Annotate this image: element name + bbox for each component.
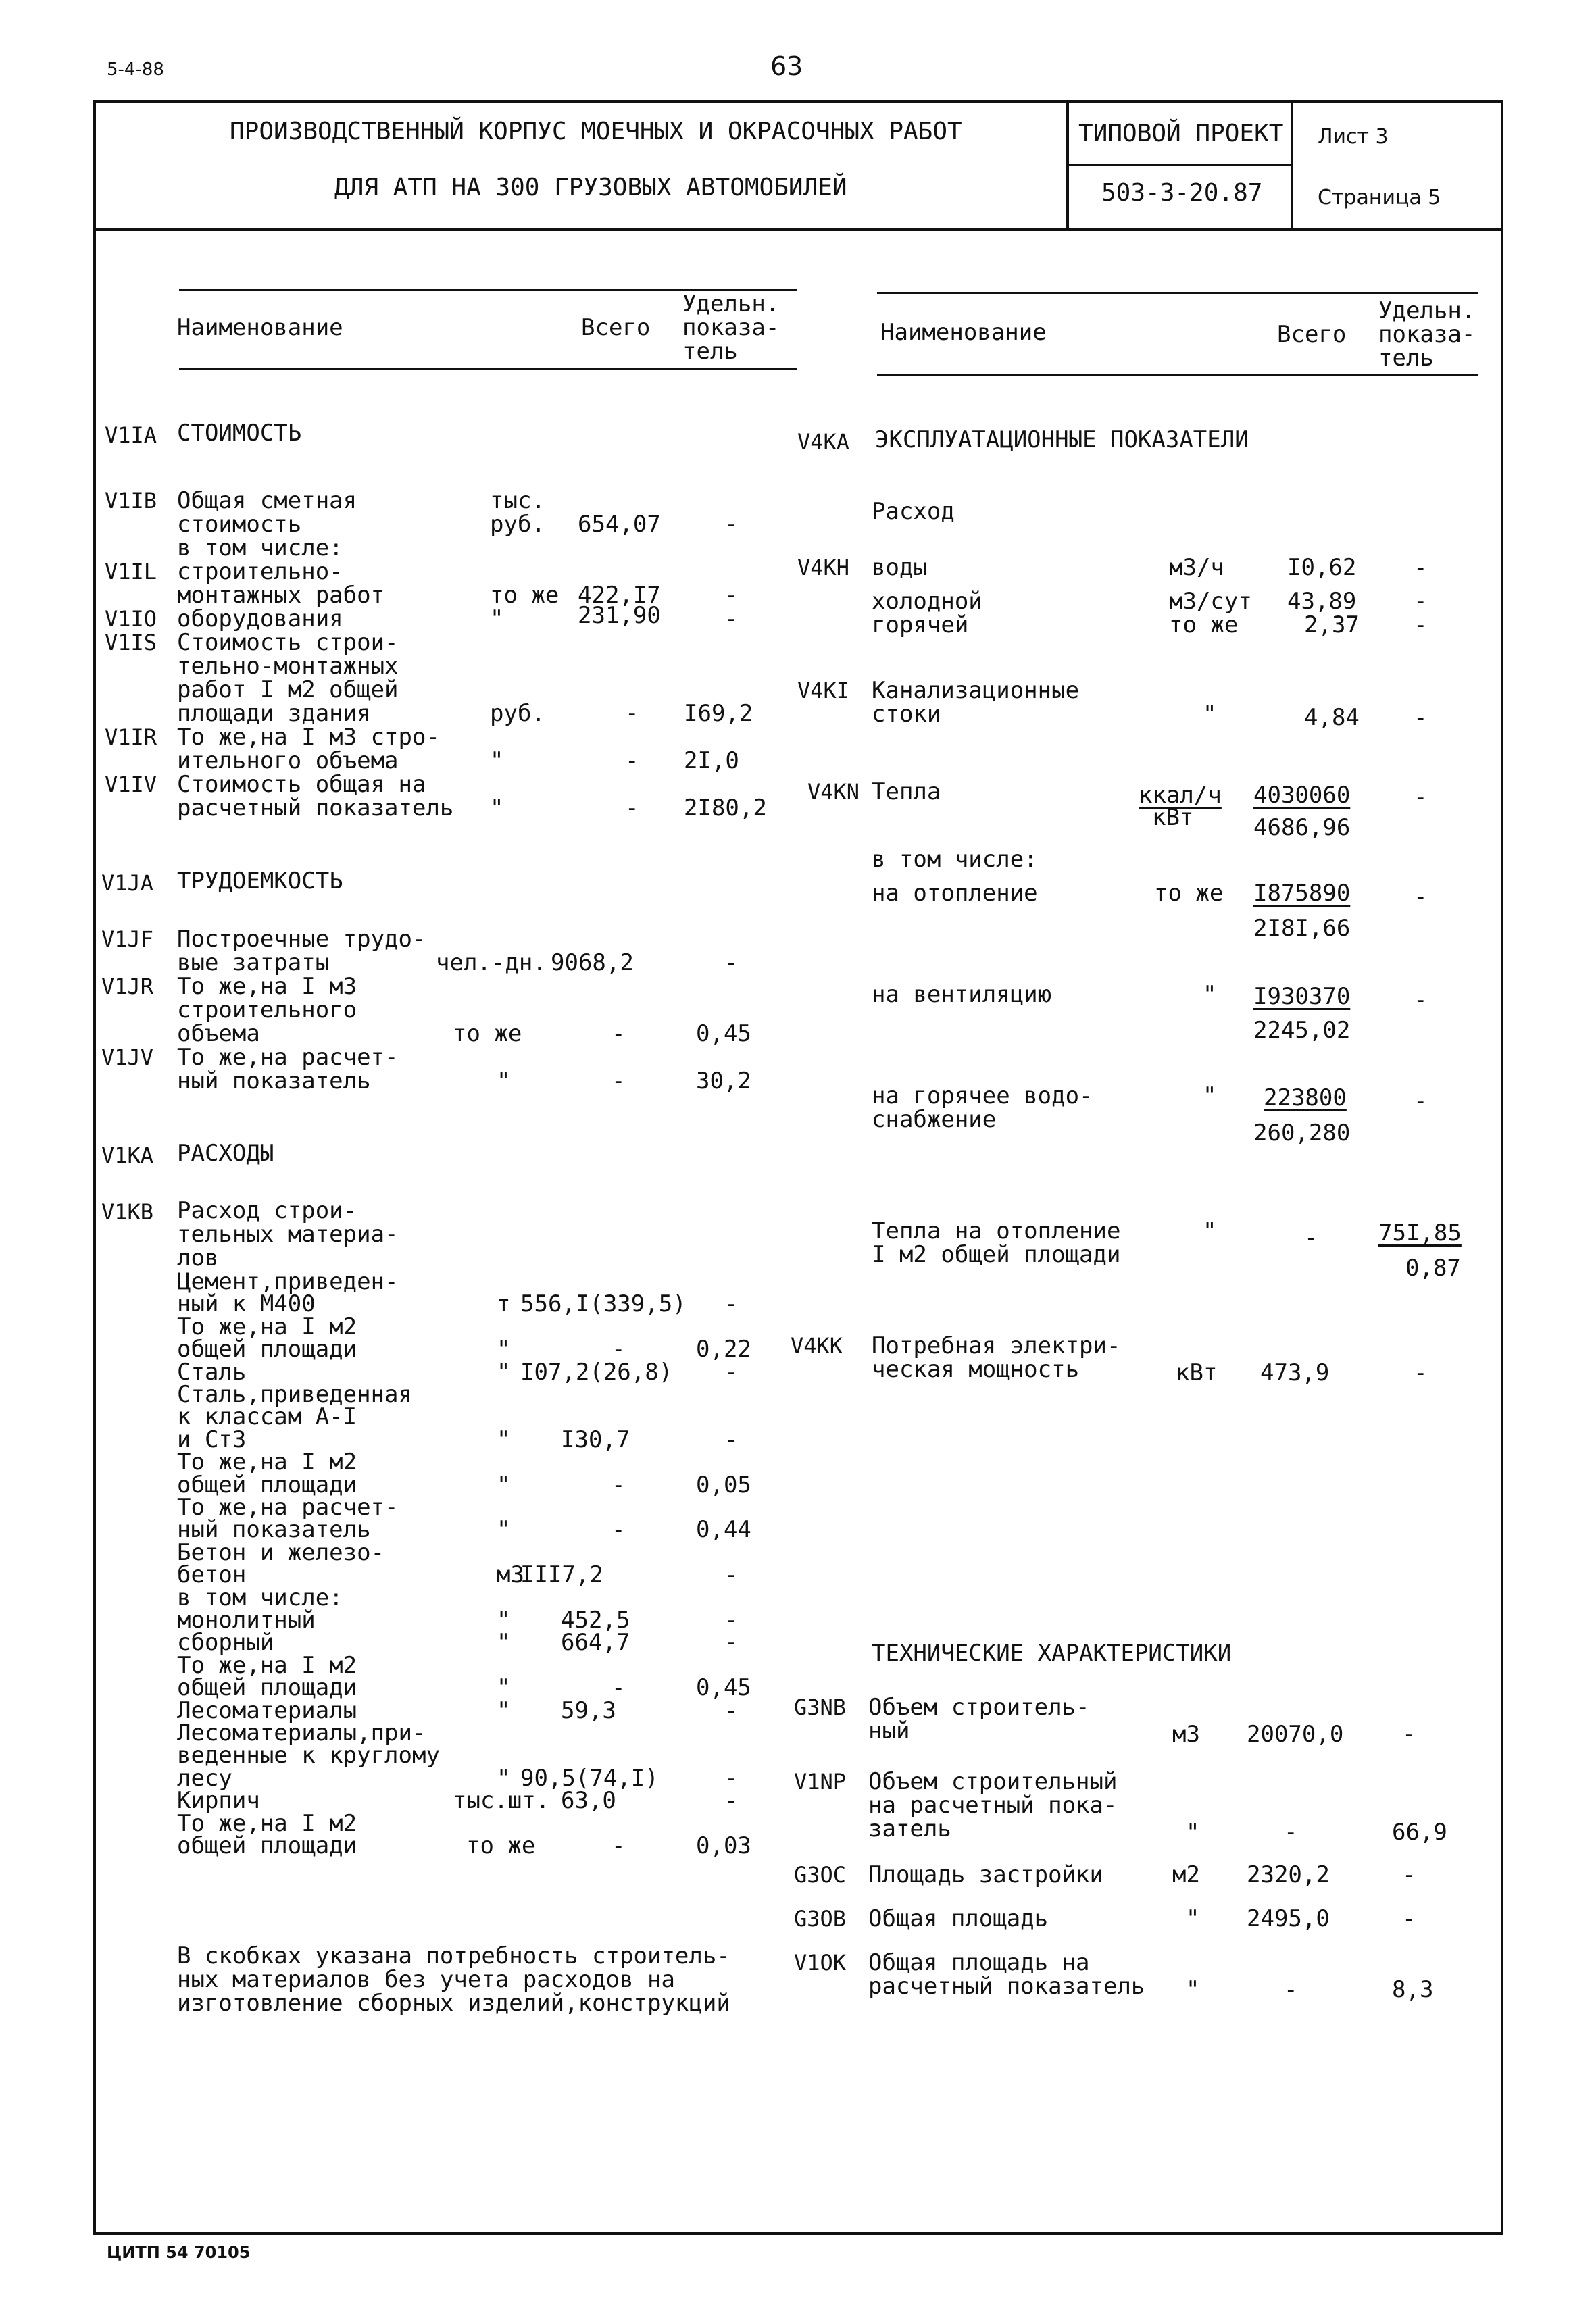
material-name: веденные к круглому xyxy=(177,1742,440,1769)
row-specific: - xyxy=(724,582,739,609)
row-name: лов xyxy=(177,1244,219,1272)
row-name: тельно-монтажных xyxy=(177,653,399,680)
material-unit: " xyxy=(497,1697,511,1724)
row-total: - xyxy=(1284,1976,1298,2003)
material-total: I07,2(26,8) xyxy=(520,1359,673,1386)
row-name: Общая сметная xyxy=(177,487,357,514)
row-unit: " xyxy=(1186,1976,1200,2003)
power-unit: кВт xyxy=(1176,1359,1218,1386)
section-code: V1IA xyxy=(105,422,157,448)
footer-stamp: ЦИТП 54 70105 xyxy=(107,2243,251,2262)
note-line: изготовление сборных изделий,конструкций xyxy=(177,1990,730,2017)
row-specific: - xyxy=(1402,1905,1416,1932)
row-name: строительного xyxy=(177,997,357,1024)
row-total: - xyxy=(625,700,639,727)
hotwater-name: снабжение xyxy=(872,1106,997,1133)
row-total: - xyxy=(612,1067,626,1095)
hot-water-name: горячей xyxy=(872,611,969,638)
material-total: 90,5(74,I) xyxy=(520,1765,659,1792)
header-title-line1: ПРОИЗВОДСТВЕННЫЙ КОРПУС МОЕЧНЫХ И ОКРАСОЧНЫХ РАБОТ xyxy=(230,118,962,145)
row-unit: то же xyxy=(490,582,559,609)
row-name: Построечные трудо- xyxy=(177,926,426,953)
material-total: 664,7 xyxy=(561,1629,630,1656)
material-specific: - xyxy=(724,1787,739,1814)
row-unit: то же xyxy=(453,1020,522,1047)
material-name: и Ст3 xyxy=(177,1426,247,1453)
row-name: То же,на I м3 стро- xyxy=(177,724,440,751)
ventilation-total-numerator: I930370 xyxy=(1253,983,1351,1010)
material-total: - xyxy=(612,1832,626,1859)
material-specific: 0,44 xyxy=(696,1516,751,1543)
material-unit: " xyxy=(497,1472,511,1499)
material-total: 452,5 xyxy=(561,1607,630,1634)
row-code: V1NP xyxy=(794,1769,847,1794)
header-divider-3 xyxy=(1066,164,1291,166)
hotwater-name: на горячее водо- xyxy=(872,1082,1093,1109)
row-total: 20070,0 xyxy=(1247,1721,1344,1748)
material-total: 556,I(339,5) xyxy=(520,1290,687,1317)
row-name: работ I м2 общей xyxy=(177,676,399,703)
material-specific: 0,22 xyxy=(696,1336,751,1363)
power-total: 473,9 xyxy=(1260,1359,1330,1386)
material-name: Сталь xyxy=(177,1359,247,1386)
including-label: в том числе: xyxy=(872,846,1038,873)
row-code: V1IV xyxy=(105,772,157,797)
material-total: 63,0 xyxy=(561,1787,616,1814)
row-name: монтажных работ xyxy=(177,582,385,609)
material-unit: " xyxy=(497,1336,511,1363)
material-name: Бетон и железо- xyxy=(177,1539,385,1566)
material-unit: " xyxy=(497,1607,511,1634)
row-name: объема xyxy=(177,1020,260,1047)
row-name: Расход строи- xyxy=(177,1197,357,1224)
row-specific: - xyxy=(724,605,739,632)
consumption-label: Расход xyxy=(872,498,955,525)
row-unit: тыс. xyxy=(490,487,545,514)
row-name: площади здания xyxy=(177,700,371,727)
ventilation-total-denominator: 2245,02 xyxy=(1253,1017,1351,1044)
material-specific: - xyxy=(724,1765,739,1792)
row-name: ный xyxy=(868,1717,910,1744)
cold-water-specific: - xyxy=(1414,588,1428,615)
right-header-rule-top xyxy=(877,292,1478,294)
heat-total-numerator: 4030060 xyxy=(1253,782,1351,809)
section-title-cost: СТОИМОСТЬ xyxy=(177,420,302,447)
section-code: V4KA xyxy=(797,429,850,455)
row-code: V1KB xyxy=(101,1199,154,1225)
row-unit: руб. xyxy=(490,700,545,727)
material-unit: " xyxy=(497,1765,511,1792)
row-unit: м3 xyxy=(1172,1721,1200,1748)
right-header-rule-bottom xyxy=(877,374,1478,376)
sewage-specific: - xyxy=(1414,704,1428,731)
material-name: общей площади xyxy=(177,1336,357,1363)
row-name: Общая площадь xyxy=(868,1905,1049,1932)
row-name: в том числе: xyxy=(177,534,343,561)
row-unit: м2 xyxy=(1172,1861,1200,1888)
row-total: - xyxy=(1284,1819,1298,1846)
row-name: тельных материа- xyxy=(177,1221,399,1248)
material-specific: - xyxy=(724,1697,739,1724)
row-specific: - xyxy=(1402,1861,1416,1888)
row-total: - xyxy=(625,747,639,774)
row-code: G3NB xyxy=(794,1694,847,1720)
material-unit: " xyxy=(497,1629,511,1656)
row-specific: 66,9 xyxy=(1392,1819,1447,1846)
row-specific: 2I,0 xyxy=(684,747,739,774)
heat-area-specific-denominator: 0,87 xyxy=(1405,1255,1461,1282)
row-total: 9068,2 xyxy=(551,949,634,976)
row-name: строительно- xyxy=(177,558,343,585)
row-name: Стоимость общая на xyxy=(177,771,426,798)
row-specific: - xyxy=(1402,1721,1416,1748)
heat-area-total: - xyxy=(1304,1224,1318,1251)
water-specific: - xyxy=(1414,554,1428,581)
row-name: То же,на I м3 xyxy=(177,973,357,1000)
ventilation-unit: " xyxy=(1203,981,1217,1008)
right-col-specific-1: Удельн. xyxy=(1378,297,1476,324)
row-name: ительного объема xyxy=(177,747,399,774)
row-name: вые затраты xyxy=(177,949,330,976)
row-code: V1JV xyxy=(101,1045,154,1070)
material-name: к классам А-I xyxy=(177,1403,357,1430)
left-col-specific-2: показа- xyxy=(682,314,780,341)
material-name: Лесоматериалы,при- xyxy=(177,1719,426,1746)
row-unit: " xyxy=(1186,1905,1200,1932)
heat-area-specific-numerator: 75I,85 xyxy=(1378,1219,1462,1247)
material-name: общей площади xyxy=(177,1832,357,1859)
material-specific: 0,45 xyxy=(696,1674,751,1701)
material-name: ный показатель xyxy=(177,1516,371,1543)
row-specific: 0,45 xyxy=(696,1020,751,1047)
material-specific: - xyxy=(724,1426,739,1453)
header-title-line2: ДЛЯ АТП НА 300 ГРУЗОВЫХ АВТОМОБИЛЕЙ xyxy=(334,174,847,201)
material-unit: тыс.шт. xyxy=(453,1787,550,1814)
row-name: Объем строитель- xyxy=(868,1694,1090,1721)
row-total: - xyxy=(625,795,639,822)
power-specific: - xyxy=(1414,1359,1428,1386)
material-name: бетон xyxy=(177,1561,247,1588)
sewage-total: 4,84 xyxy=(1304,704,1360,731)
material-total: III7,2 xyxy=(520,1561,603,1588)
heat-area-name: I м2 общей площади xyxy=(872,1241,1121,1268)
project-number: 503-3-20.87 xyxy=(1101,179,1263,207)
material-unit: " xyxy=(497,1516,511,1543)
water-total: I0,62 xyxy=(1287,554,1357,581)
row-name: стоимость xyxy=(177,511,302,538)
row-code: V4KK xyxy=(791,1333,843,1359)
heating-name: на отопление xyxy=(872,880,1038,907)
row-code: G3OC xyxy=(794,1862,847,1888)
row-code: V1JF xyxy=(101,926,154,952)
material-name: лесу xyxy=(177,1765,232,1792)
row-code: V1JR xyxy=(101,974,154,999)
row-total: 2495,0 xyxy=(1247,1905,1330,1932)
material-specific: - xyxy=(724,1629,739,1656)
material-unit: то же xyxy=(466,1832,536,1859)
row-name: оборудования xyxy=(177,605,343,632)
material-total: - xyxy=(612,1516,626,1543)
row-specific: 8,3 xyxy=(1392,1976,1434,2003)
row-code: V1IL xyxy=(105,559,157,584)
row-code: V1IR xyxy=(105,724,157,750)
right-col-specific-3: тель xyxy=(1378,345,1434,372)
heat-specific: - xyxy=(1414,784,1428,811)
section-code: V1KA xyxy=(101,1142,154,1168)
row-name: расчетный показатель xyxy=(868,1973,1145,2000)
section-title-operation: ЭКСПЛУАТАЦИОННЫЕ ПОКАЗАТЕЛИ xyxy=(875,426,1249,453)
row-specific: 2I80,2 xyxy=(684,795,767,822)
row-code: V4KH xyxy=(797,555,850,580)
row-name: расчетный показатель xyxy=(177,795,454,822)
row-specific: - xyxy=(724,511,739,538)
row-specific: - xyxy=(724,949,739,976)
row-total: 231,90 xyxy=(578,602,661,629)
cold-water-total: 43,89 xyxy=(1287,588,1357,615)
material-specific: - xyxy=(724,1607,739,1634)
hotwater-total-numerator: 223800 xyxy=(1264,1084,1347,1111)
material-name: общей площади xyxy=(177,1674,357,1701)
material-unit: " xyxy=(497,1426,511,1453)
sheet-number: Лист 3 xyxy=(1318,125,1389,149)
material-unit: " xyxy=(497,1674,511,1701)
row-name: затель xyxy=(868,1815,951,1842)
row-code: V1IO xyxy=(105,606,157,632)
row-name: Стоимость строи- xyxy=(177,629,399,656)
hotwater-specific: - xyxy=(1414,1088,1428,1115)
material-specific: 0,03 xyxy=(696,1832,751,1859)
left-col-total: Всего xyxy=(581,314,651,341)
material-total: - xyxy=(612,1336,626,1363)
sewage-unit: " xyxy=(1203,701,1217,728)
note-line: ных материалов без учета расходов на xyxy=(177,1966,675,1993)
material-name: сборный xyxy=(177,1629,274,1656)
material-unit: " xyxy=(497,1359,511,1386)
row-total: 654,07 xyxy=(578,511,661,538)
hot-water-specific: - xyxy=(1414,611,1428,638)
row-unit: " xyxy=(490,747,504,774)
heat-area-name: Тепла на отопление xyxy=(872,1217,1121,1244)
row-unit: " xyxy=(490,605,504,632)
material-name: То же,на I м2 xyxy=(177,1313,357,1340)
row-code: G3OB xyxy=(794,1906,847,1932)
material-specific: - xyxy=(724,1290,739,1317)
right-col-specific-2: показа- xyxy=(1378,321,1476,348)
heating-unit: то же xyxy=(1154,880,1224,907)
row-total: - xyxy=(612,1020,626,1047)
material-unit: м3 xyxy=(497,1561,524,1588)
material-name: То же,на I м2 xyxy=(177,1652,357,1679)
row-total: 2320,2 xyxy=(1247,1861,1330,1888)
heat-name: Тепла xyxy=(872,778,941,805)
page-number: 63 xyxy=(770,51,803,81)
heating-total-denominator: 2I8I,66 xyxy=(1253,915,1351,942)
heat-unit-denominator: кВт xyxy=(1152,804,1194,831)
row-code: V1OK xyxy=(794,1950,847,1976)
material-total: - xyxy=(612,1674,626,1701)
left-col-specific-3: тель xyxy=(682,338,738,365)
header-divider xyxy=(93,228,1503,231)
row-name: Объем строительный xyxy=(868,1768,1118,1795)
power-name: ческая мощность xyxy=(872,1356,1080,1383)
row-name: на расчетный пока- xyxy=(868,1792,1118,1819)
power-name: Потребная электри- xyxy=(872,1332,1121,1359)
row-unit: " xyxy=(1186,1819,1200,1846)
heating-total-numerator: I875890 xyxy=(1253,880,1351,907)
material-name: То же,на расчет- xyxy=(177,1494,399,1521)
ventilation-specific: - xyxy=(1414,986,1428,1013)
heat-area-unit: " xyxy=(1203,1217,1217,1244)
print-date: 5-4-88 xyxy=(107,59,164,80)
material-name: Лесоматериалы xyxy=(177,1697,357,1724)
material-total: I30,7 xyxy=(561,1426,630,1453)
material-name: Сталь,приведенная xyxy=(177,1381,412,1408)
row-name: То же,на расчет- xyxy=(177,1044,399,1071)
cold-water-unit: м3/сут xyxy=(1169,588,1252,615)
row-total: 422,I7 xyxy=(578,582,661,609)
row-name: ный показатель xyxy=(177,1067,371,1095)
hotwater-total-denominator: 260,280 xyxy=(1253,1120,1351,1147)
material-name: монолитный xyxy=(177,1607,316,1634)
material-unit: т xyxy=(497,1290,511,1317)
material-specific: 0,05 xyxy=(696,1472,751,1499)
left-col-name: Наименование xyxy=(177,314,343,341)
row-unit: руб. xyxy=(490,511,545,538)
hot-water-total: 2,37 xyxy=(1304,611,1360,638)
water-unit: м3/ч xyxy=(1169,554,1224,581)
material-name: общей площади xyxy=(177,1472,357,1499)
header-divider-2 xyxy=(1291,100,1293,228)
row-unit: чел.-дн. xyxy=(436,949,547,976)
hotwater-unit: " xyxy=(1203,1082,1217,1109)
row-code: V4KI xyxy=(797,678,850,703)
page-label: Страница 5 xyxy=(1318,186,1441,209)
section-title-labor: ТРУДОЕМКОСТЬ xyxy=(177,867,343,895)
water-name: воды xyxy=(872,554,927,581)
row-code: V1IB xyxy=(105,488,157,513)
row-unit: " xyxy=(490,795,504,822)
material-total: - xyxy=(612,1472,626,1499)
section-code: V1JA xyxy=(101,870,154,896)
row-name: Общая площадь на xyxy=(868,1949,1090,1976)
cold-water-name: холодной xyxy=(872,588,982,615)
sewage-name: Канализационные xyxy=(872,677,1080,704)
material-specific: - xyxy=(724,1359,739,1386)
note-line: В скобках указана потребность строитель- xyxy=(177,1942,730,1969)
row-code: V4KN xyxy=(807,779,860,805)
material-specific: - xyxy=(724,1561,739,1588)
section-title-tech: ТЕХНИЧЕСКИЕ ХАРАКТЕРИСТИКИ xyxy=(872,1640,1232,1667)
section-title-consumption: РАСХОДЫ xyxy=(177,1140,274,1167)
heat-total-denominator: 4686,96 xyxy=(1253,814,1351,841)
material-name: То же,на I м2 xyxy=(177,1810,357,1837)
heat-unit-numerator: ккал/ч xyxy=(1139,782,1222,809)
material-name: То же,на I м2 xyxy=(177,1449,357,1476)
row-unit: " xyxy=(497,1067,511,1095)
heating-specific: - xyxy=(1414,883,1428,910)
hot-water-unit: то же xyxy=(1169,611,1239,638)
material-total: 59,3 xyxy=(561,1697,616,1724)
project-label: ТИПОВОЙ ПРОЕКТ xyxy=(1078,120,1284,147)
left-col-specific-1: Удельн. xyxy=(682,291,780,318)
row-code: V1IS xyxy=(105,630,157,655)
right-col-name: Наименование xyxy=(880,319,1047,346)
material-name: Кирпич xyxy=(177,1787,260,1814)
right-col-total: Всего xyxy=(1277,321,1347,348)
material-name: в том числе: xyxy=(177,1584,343,1611)
sewage-name: стоки xyxy=(872,701,941,728)
row-specific: 30,2 xyxy=(696,1067,751,1095)
material-name: Цемент,приведен- xyxy=(177,1268,399,1295)
left-header-rule-bottom xyxy=(179,368,797,370)
row-name: Площадь застройки xyxy=(868,1861,1103,1888)
ventilation-name: на вентиляцию xyxy=(872,981,1052,1008)
material-name: ный к М400 xyxy=(177,1290,316,1317)
row-specific: I69,2 xyxy=(684,700,753,727)
